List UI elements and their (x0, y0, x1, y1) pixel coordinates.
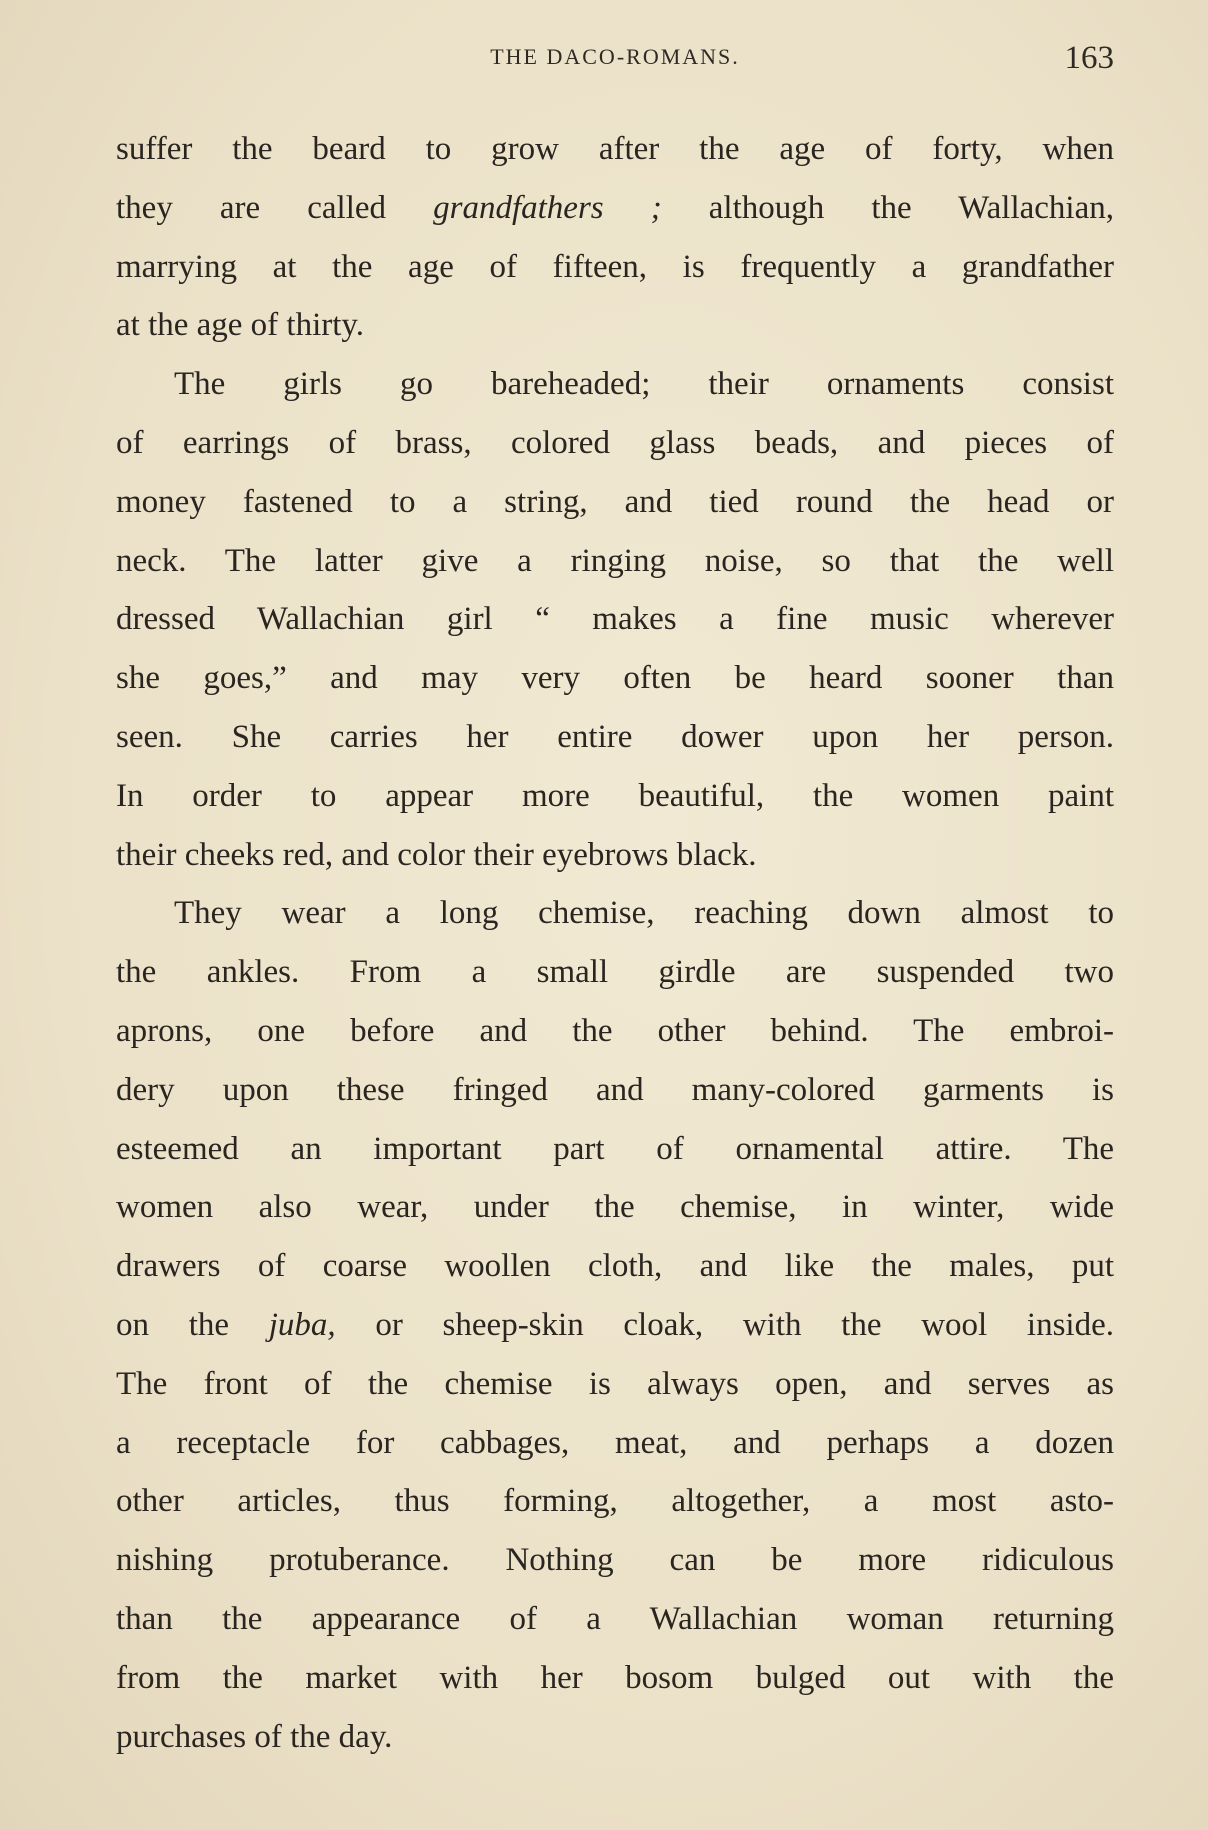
text-line: suffer the beard to grow after the age of forty, when (116, 131, 1114, 167)
text-line: drawers of coarse woollen cloth, and like the males, put (116, 1248, 1114, 1285)
text-line: than the appearance of a Wallachian woman returning (116, 1600, 1114, 1637)
text-line: at the age of thirty. (116, 307, 365, 344)
text-line: esteemed an important part of ornamental attire. The (116, 1130, 1114, 1167)
running-title: THE DACO-ROMANS. (490, 44, 740, 69)
text-segment: although the Wallachian, (661, 189, 1114, 226)
text-line: aprons, one before and the other behind. The embroi- (116, 1012, 1114, 1049)
text-line: neck. The latter give a ringing noise, so that the well (116, 542, 1114, 579)
paragraph-1 (116, 120, 1114, 355)
page-header (116, 40, 1114, 80)
paragraph-3 (116, 884, 1114, 1766)
text-line: the ankles. From a small girdle are suspended two (116, 954, 1114, 991)
text-line: dressed Wallachian girl “ makes a fine music wherever (116, 601, 1114, 638)
text-line: They wear a long chemise, reaching down almost to (174, 895, 1114, 932)
text-line: purchases of the day. (116, 1718, 393, 1755)
text-segment: or sheep-skin cloak, with the wool inside. (335, 1306, 1114, 1343)
text-line (116, 1296, 1114, 1355)
text-line (116, 179, 1114, 238)
text-line: marrying at the age of fifteen, is frequently a grandfather (116, 248, 1114, 285)
text-line: dery upon these fringed and many-colored garments is (116, 1071, 1114, 1108)
text-line: from the market with her bosom bulged out with the (116, 1659, 1114, 1696)
text-line: seen. She carries her entire dower upon her person. (116, 718, 1114, 755)
page-number: 163 (1064, 40, 1114, 76)
text-line: a receptacle for cabbages, meat, and perhaps a dozen (116, 1424, 1114, 1461)
text-line: In order to appear more beautiful, the women paint (116, 777, 1114, 814)
text-segment: they are called (116, 189, 434, 226)
text-line: money fastened to a string, and tied round the head or (116, 483, 1114, 520)
text-line: The girls go bareheaded; their ornaments consist (174, 366, 1114, 403)
text-line: their cheeks red, and color their eyebrows black. (116, 836, 757, 873)
text-line: she goes,” and may very often be heard sooner than (116, 660, 1114, 697)
text-line: The front of the chemise is always open, and serves as (116, 1365, 1114, 1402)
text-body (116, 120, 1114, 1766)
paragraph-2 (116, 355, 1114, 884)
italic-term: grandfathers ; (433, 189, 662, 226)
text-line: women also wear, under the chemise, in winter, wide (116, 1189, 1114, 1226)
text-segment: on the (116, 1306, 269, 1343)
text-line: other articles, thus forming, altogether, a most asto- (116, 1483, 1114, 1520)
text-line: of earrings of brass, colored glass beads, and pieces of (116, 424, 1114, 461)
text-line: nishing protuberance. Nothing can be more ridiculous (116, 1542, 1114, 1579)
italic-term: juba, (268, 1306, 336, 1343)
